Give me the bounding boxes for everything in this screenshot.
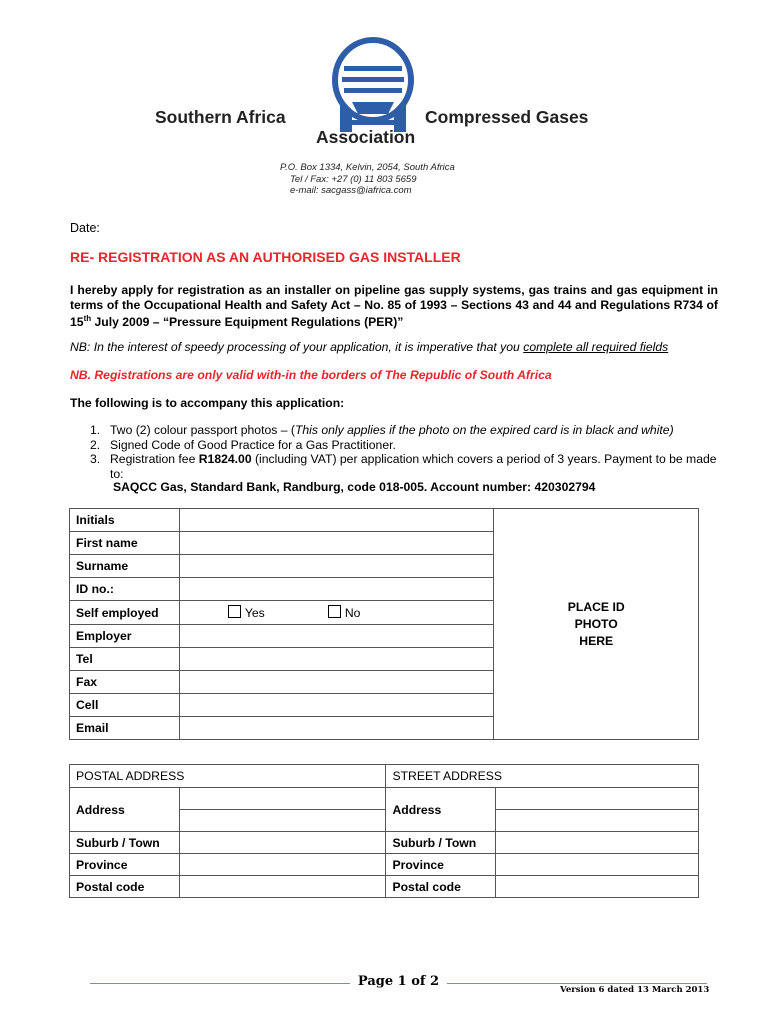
surname-field[interactable] — [179, 555, 494, 578]
intro-paragraph — [70, 283, 718, 330]
nb1-text: NB: In the interest of speedy processing of your application, it is imperative that you — [70, 340, 524, 354]
org-name-line2: Association — [316, 127, 416, 147]
id-no-field[interactable] — [179, 578, 494, 601]
postal-province-label: Province — [70, 854, 180, 876]
street-address-label: Address — [386, 788, 496, 832]
tel-fax: Tel / Fax: +27 (0) 11 803 5659 — [290, 173, 417, 185]
self-employed-options — [179, 601, 494, 625]
street-code-field[interactable] — [496, 876, 699, 898]
employer-label: Employer — [70, 625, 180, 648]
street-province-field[interactable] — [496, 854, 699, 876]
cell-label: Cell — [70, 694, 180, 717]
list-number: 3. — [90, 452, 101, 466]
postal-suburb-field[interactable] — [179, 832, 386, 854]
list-item — [90, 423, 720, 438]
accompany-heading: The following is to accompany this application: — [70, 396, 345, 410]
photo-text-1: PLACE ID — [567, 599, 625, 614]
personal-details-table — [69, 508, 699, 740]
page-title: RE- REGISTRATION AS AN AUTHORISED GAS INSTALLER — [70, 249, 461, 265]
postal-province-field[interactable] — [179, 854, 386, 876]
org-name-left: Southern Africa — [155, 107, 286, 127]
list-text: Signed Code of Good Practice for a Gas Practitioner. — [110, 437, 396, 452]
employer-field[interactable] — [179, 625, 494, 648]
list-text: Registration fee — [110, 452, 199, 466]
no-checkbox[interactable] — [328, 605, 341, 618]
initials-label: Initials — [70, 509, 180, 532]
nb1-underlined: complete all required fields — [523, 340, 669, 354]
list-number: 2. — [90, 437, 101, 452]
street-suburb-field[interactable] — [496, 832, 699, 854]
postal-address-line-1[interactable] — [179, 788, 386, 810]
id-no-label: ID no.: — [70, 578, 180, 601]
tel-field[interactable] — [179, 648, 494, 671]
list-item — [90, 438, 720, 453]
nb-note-1 — [70, 340, 668, 354]
first-name-field[interactable] — [179, 532, 494, 555]
intro-sup: th — [83, 314, 92, 323]
street-address-line-2[interactable] — [496, 810, 699, 832]
list-number: 1. — [90, 423, 101, 437]
yes-checkbox[interactable] — [228, 605, 241, 618]
fee-amount: R1824.00 — [198, 452, 252, 466]
postal-code-field[interactable] — [179, 876, 386, 898]
postal-address-line-2[interactable] — [179, 810, 386, 832]
bank-details: SAQCC Gas, Standard Bank, Randburg, code 018-005. Account number: 420302794 — [113, 480, 596, 494]
address-table — [69, 764, 699, 898]
street-address-line-1[interactable] — [496, 788, 699, 810]
contact-email: e-mail: sacgass@iafrica.com — [290, 185, 412, 196]
list-text: Two (2) colour passport photos – ( — [110, 423, 295, 437]
cell-field[interactable] — [179, 694, 494, 717]
fax-field[interactable] — [179, 671, 494, 694]
surname-label: Surname — [70, 555, 180, 578]
tel-label: Tel — [70, 648, 180, 671]
email-label: Email — [70, 717, 180, 740]
no-label: No — [344, 606, 361, 620]
date-label: Date: — [70, 221, 100, 235]
email-field[interactable] — [179, 717, 494, 740]
street-province-label: Province — [386, 854, 496, 876]
postal-address-label: Address — [70, 788, 180, 832]
version-text: Version 6 dated 13 March 2013 — [560, 985, 710, 995]
street-suburb-label: Suburb / Town — [386, 832, 496, 854]
nb-note-2: NB. Registrations are only valid with-in the borders of The Republic of South Africa — [70, 368, 552, 382]
postal-address: P.O. Box 1334, Kelvin, 2054, South Africa — [280, 162, 455, 173]
footer-rule-left — [90, 983, 350, 984]
fax-label: Fax — [70, 671, 180, 694]
photo-text-2: PHOTO — [574, 616, 618, 631]
photo-text-3: HERE — [579, 633, 614, 648]
yes-label: Yes — [244, 606, 265, 620]
list-text: (including VAT) per application which covers a period of 3 years. Payment to be made to: — [110, 452, 717, 481]
initials-field[interactable] — [179, 509, 494, 532]
street-address-heading: STREET ADDRESS — [386, 765, 699, 788]
photo-placeholder — [494, 509, 699, 740]
contact-block — [280, 162, 455, 197]
street-code-label: Postal code — [386, 876, 496, 898]
self-employed-label: Self employed — [70, 601, 180, 625]
footer-rule-right — [447, 983, 707, 984]
postal-suburb-label: Suburb / Town — [70, 832, 180, 854]
list-text-italic: This only applies if the photo on the expired card is in black and white) — [294, 423, 674, 437]
postal-code-label: Postal code — [70, 876, 180, 898]
postal-address-heading: POSTAL ADDRESS — [70, 765, 386, 788]
first-name-label: First name — [70, 532, 180, 555]
list-item — [90, 452, 720, 481]
org-name-right: Compressed Gases — [425, 107, 589, 127]
intro-text-1: I hereby apply for registration as an installer on pipeline gas supply systems, gas trains and gas equipment in terms of the Occupational Health and Safety Act – No. 85 of 1993 – Sections 43 and 44 and Regulations R734 of 15 — [70, 283, 718, 330]
page-number: Page 1 of 2 — [357, 974, 440, 989]
requirements-list — [90, 423, 720, 481]
intro-text-2: July 2009 – “Pressure Equipment Regulations (PER)” — [91, 315, 404, 330]
